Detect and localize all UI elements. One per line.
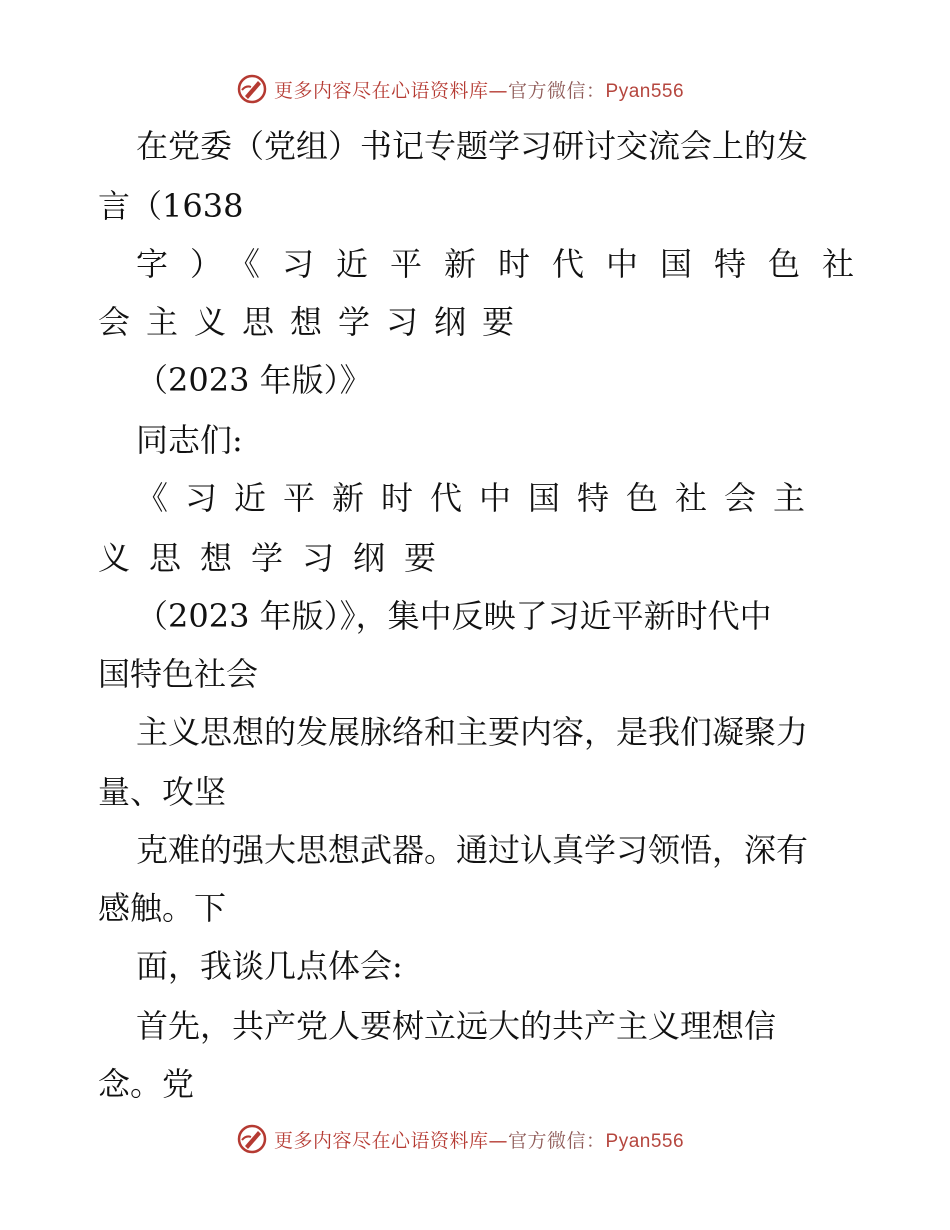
body-line-4: 国特色社会 [98, 655, 259, 693]
body-line-11: 念。党 [98, 1065, 195, 1103]
title-line-3: 字）《习近平新时代中国特色社 [136, 245, 877, 283]
title-line-1: 在党委（党组）书记专题学习研讨交流会上的发 [136, 127, 809, 165]
body-line-3: （2023 年版）》，集中反映了习近平新时代中 [136, 597, 772, 635]
body-line-10: 首先，共产党人要树立远大的共产主义理想信 [136, 1007, 777, 1045]
pen-logo-icon [236, 73, 268, 105]
salutation: 同志们: [136, 421, 243, 459]
title-line-5: （2023 年版）》 [136, 361, 372, 399]
watermark-text: 更多内容尽在心语资料库—官方微信：Pyan556 [274, 79, 685, 102]
body-line-7: 克难的强大思想武器。通过认真学习领悟，深有 [136, 831, 809, 869]
body-line-6: 量、攻坚 [98, 773, 227, 811]
pen-logo-icon [236, 1123, 268, 1155]
header-watermark [236, 72, 684, 106]
body-line-5: 主义思想的发展脉络和主要内容，是我们凝聚力 [136, 713, 809, 751]
title-line-2: 言（1638 [98, 187, 244, 225]
body-line-1: 《习近平新时代中国特色社会主 [136, 479, 823, 517]
body-line-8: 感触。下 [98, 889, 227, 927]
body-line-9: 面，我谈几点体会: [136, 947, 403, 985]
footer-watermark [236, 1122, 684, 1156]
watermark-text: 更多内容尽在心语资料库—官方微信：Pyan556 [274, 1129, 685, 1152]
body-line-2: 义思想学习纲要 [98, 539, 456, 577]
title-line-4: 会主义思想学习纲要 [98, 303, 531, 341]
